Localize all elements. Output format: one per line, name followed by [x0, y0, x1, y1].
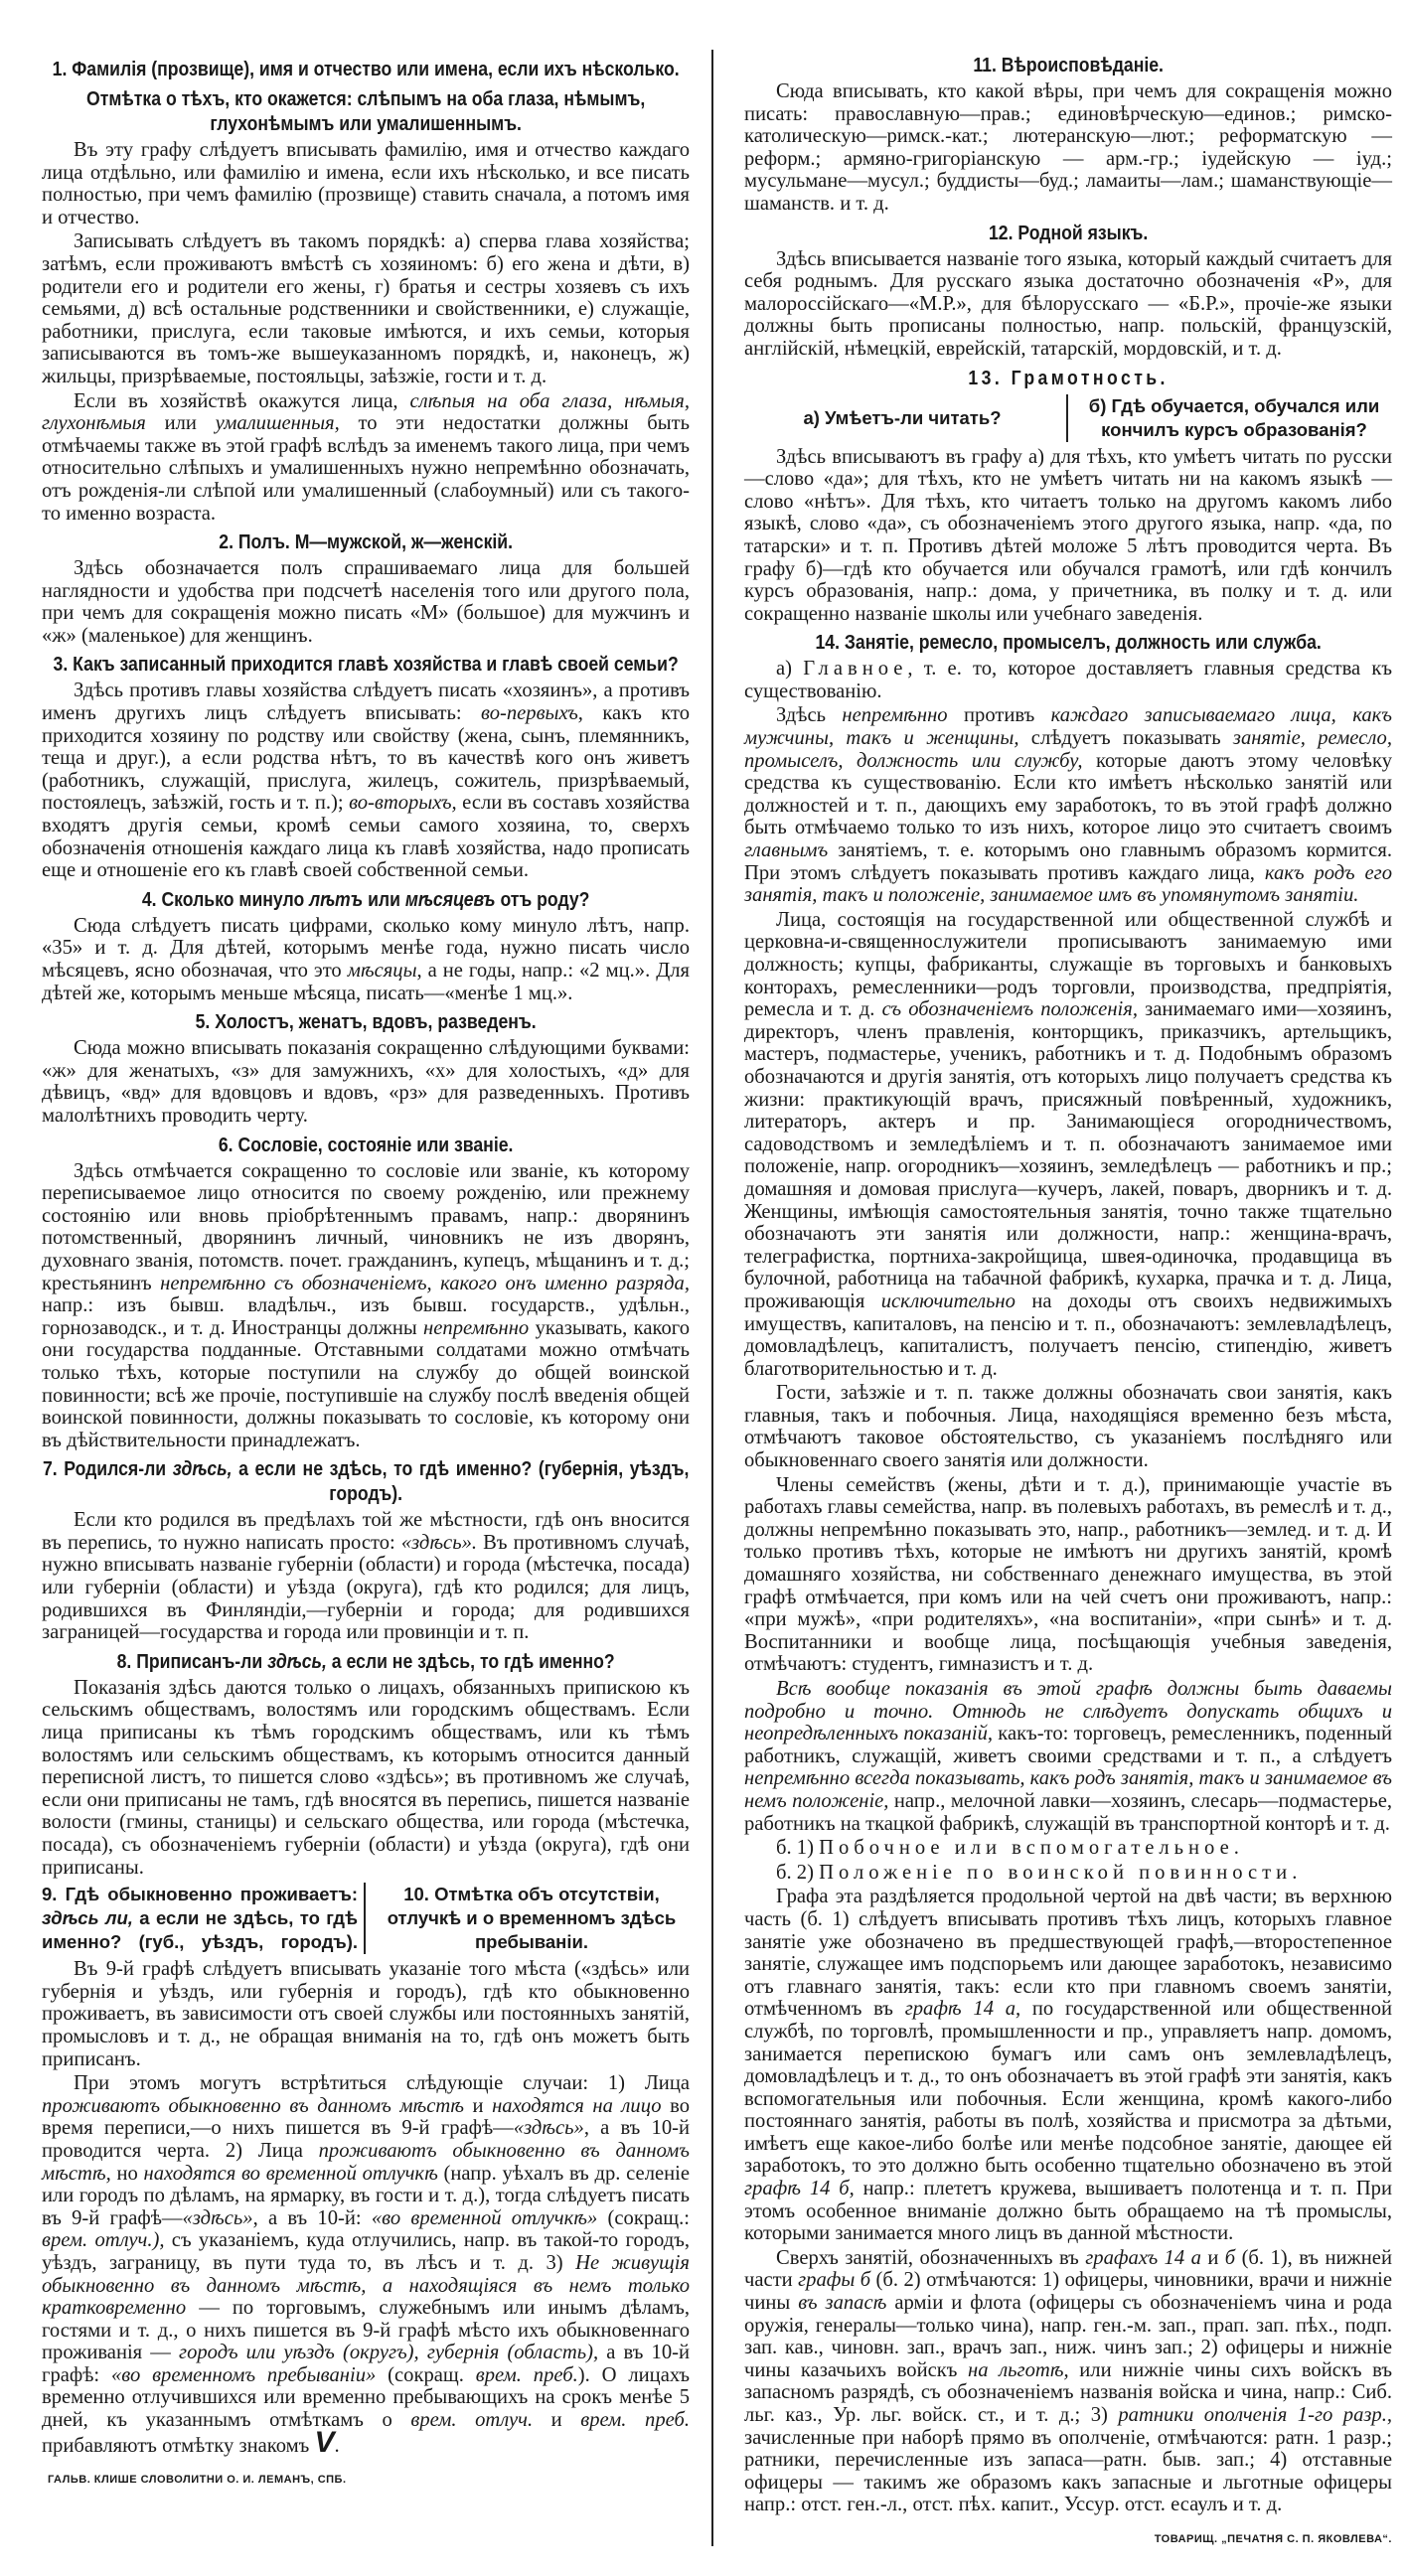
printer-credit-left: ГАЛЬВ. КЛИШЕ СЛОВОЛИТНИ О. И. ЛЕМАНЪ, СПБ.	[48, 2474, 347, 2487]
text-run: какъ-то: торговецъ, ремесленникъ, поденный работникъ, служащій, живетъ своими средствами и т. п., а слѣдуетъ	[744, 1723, 1393, 1767]
spaced-run: 13. Грамотность.	[968, 366, 1169, 389]
italic-run: непремѣнно	[842, 704, 948, 727]
italic-run: «здѣсь»	[513, 2117, 584, 2140]
split-heading	[42, 1883, 690, 1954]
italic-run: врем. преб.	[475, 2363, 578, 2386]
italic-run: непремѣнно	[423, 1316, 530, 1339]
text-run: прибавляютъ отмѣтку знакомъ	[42, 2434, 315, 2457]
text-run: Лица, состоящія на государственной или общественной службѣ и церковна-и-священнослужители прописываютъ занимаемую ими должность; купцы, фабриканты, служащіе въ торговыхъ и банковыхъ конторахъ, ремесленники—родъ торговли, производства, предпріятія, ремесла и т. д.	[744, 908, 1392, 1021]
text-run: , а не годы, напр.: «2 мц.». Для дѣтей же, которымъ меньше мѣсяца, писать—«менѣе 1 мц.».	[42, 960, 690, 1004]
text-run: Здѣсь вписываютъ въ графу а) для тѣхъ, кто умѣетъ читать по русски—слово «да»; для тѣхъ, кто не умѣетъ читать ни на какомъ языкѣ — слово «нѣтъ». Для тѣхъ, кто читаетъ только на другомъ какомъ либо языкѣ, слово «да», съ обозначеніемъ этого другого языка, напр. «да, по татарски» и т. п. Противъ дѣтей моложе 5 лѣтъ проводится черта. Въ графу б)—гдѣ кто обучается или обучался грамотѣ, или гдѣ кончилъ курсъ образованія, напр.: дома, у причетника, въ полку и т. д. или сокращенно названіе школы или учебнаго заведенія.	[744, 445, 1392, 625]
section-heading	[43, 530, 689, 554]
text-run: б. 1)	[776, 1837, 820, 1860]
italic-run: исключительно	[880, 1289, 1016, 1312]
section-heading	[745, 53, 1391, 77]
text-run: б. 2)	[776, 1861, 820, 1884]
text-run: При этомъ могутъ встрѣтиться слѣдующіе случаи: 1) Лица	[74, 2072, 690, 2095]
check-mark-symbol: V	[314, 2425, 335, 2459]
text-run: а если не здѣсь, то гдѣ именно?	[326, 1649, 615, 1673]
text-run: Если кто родился въ предѣлахъ той же мѣстности, гдѣ онъ вносится въ перепись, то нужно написать просто:	[42, 1509, 690, 1554]
text-run: Здѣсь	[776, 704, 843, 727]
italic-run: на льготѣ,	[968, 2358, 1069, 2381]
paragraph	[744, 1886, 1392, 2245]
text-run: 7. Родился-ли	[42, 1457, 173, 1481]
italic-run: ратники ополченія 1-го разр.,	[1118, 2404, 1392, 2426]
paragraph	[42, 1160, 690, 1452]
text-run: (сокращ.:	[597, 2206, 691, 2229]
italic-run: слѣпыя на оба глаза, нѣмыя, глухонѣмыя	[42, 389, 690, 435]
section-heading	[745, 221, 1391, 245]
text-run: ). О лицахъ временно отлучившихся или временно пребывающихъ на срокъ менѣе 5 дней, къ указаннымъ отмѣткамъ о	[42, 2363, 691, 2432]
italic-run: находятся во временной отлучкѣ	[143, 2162, 438, 2185]
right-column	[744, 48, 1392, 2566]
text-run: съ указаніемъ, куда отлучились, напр. въ такой-то городъ, уѣздъ, заграницу, въ пути туда то, въ лѣсъ и т. д. 3)	[42, 2229, 690, 2274]
text-run: занятіемъ, т. е. которымъ оно главнымъ образомъ кормится. При этомъ слѣдуетъ показывать противъ каждаго лица,	[744, 839, 1392, 884]
text-run: а) Умѣетъ-ли читать?	[803, 406, 1002, 428]
paragraph	[42, 915, 690, 1004]
italic-run: врем. преб.	[580, 2409, 690, 2432]
italic-run: графы б	[798, 2269, 871, 2292]
text-run: которые даютъ этому человѣку средства къ существованію. Если кто имѣетъ нѣсколько занятій или должностей и т. п., дающихъ ему заработокъ, то въ этой графѣ должно быть отмѣчаемо только то изъ нихъ, которое лицо это считаетъ своимъ	[744, 749, 1392, 839]
paragraph	[42, 390, 690, 526]
paragraph	[744, 909, 1392, 1380]
paragraph	[744, 704, 1392, 906]
text-run: Графа эта раздѣляется продольной чертой на двѣ части; въ верхнюю часть (б. 1) слѣдуетъ вписывать противъ тѣхъ лицъ, которыхъ главное занятіе уже обозначено въ предшествующей графѣ,—второстепенное занятіе, служащее имъ подспорьемъ или дающее заработокъ, независимо отъ главнаго занятія, такъ: если кто при главномъ своемъ занятіи, отмѣченномъ въ	[744, 1886, 1392, 2021]
text-run: напр.: плететъ кружева, вышиваетъ полотенца и т. п. При этомъ особенное вниманіе должно быть обращаемо на тѣ промыслы, которыми занимается много лицъ въ данной мѣстности.	[744, 2178, 1392, 2245]
text-run: (б. 1), въ нижней части	[744, 2246, 1392, 2292]
paragraph	[744, 446, 1392, 626]
italic-run: во-вторыхъ,	[349, 792, 457, 815]
italic-run: графахъ 14 а	[1085, 2246, 1201, 2269]
section-heading	[43, 652, 689, 677]
spaced-run: Положеніе по воинской повинности.	[819, 1861, 1303, 1884]
text-run: 1. Фамилія (прозвище), имя и отчество или имена, если ихъ нѣсколько.	[52, 58, 680, 80]
text-run: (сокращ.	[376, 2363, 476, 2386]
text-run: — по торговымъ, служебнымъ или инымъ дѣламъ, гостями и т. д., о нихъ пишется въ 9-й графѣ мѣсто ихъ обыкновеннаго проживанія —	[42, 2297, 690, 2364]
italic-run: каждаго записываемаго лица, какъ мужчины, такъ и женщины,	[744, 704, 1392, 750]
text-run: 12. Родной языкъ.	[988, 221, 1149, 244]
italic-run: какъ родъ его занятія, такъ и положеніе, занимаемое имъ въ упомянутомъ занятіи.	[744, 861, 1392, 907]
italic-run: лѣтъ	[308, 887, 364, 911]
text-run: Въ противномъ случаѣ, нужно вписывать названіе губерніи (области) и города (мѣстечка, посада) или губерніи (области) и уѣзда (округа), гдѣ кто родился; для лицъ, родившихся въ Финляндіи,—губерніи и города; для родившихся заграницей—государства и города или провинціи и т. п.	[42, 1531, 690, 1644]
left-column	[42, 52, 690, 2506]
text-run: Въ 9-й графѣ слѣдуетъ вписывать указаніе того мѣста («здѣсь» или губернія и уѣздъ, или губернія и городъ), гдѣ кто обыкновенно проживаетъ, въ зависимости отъ своей службы или постоянныхъ занятій, промысловъ и т. д., не обращая вниманія на то, гдѣ онъ можетъ быть приписанъ.	[42, 1958, 690, 2070]
paragraph	[42, 1677, 690, 1879]
italic-run: проживаютъ обыкновенно въ данномъ мѣстѣ	[42, 2094, 464, 2117]
section-heading	[745, 366, 1391, 390]
italic-run: умалишенныя,	[215, 412, 340, 435]
text-run: и	[533, 2409, 581, 2432]
paragraph	[744, 658, 1392, 702]
paragraph	[744, 2247, 1392, 2516]
text-run: 2. Полъ. М—мужской, ж—женскій.	[219, 530, 513, 554]
text-run: Гости, заѣзжіе и т. п. также должны обозначать свои занятія, какъ главныя, такъ и побочныя. Лица, находящіяся временно безъ мѣста, отмѣчаютъ таковое обстоятельство, съ указаніемъ послѣдняго или обыкновеннаго своего занятія или должности.	[744, 1382, 1392, 1472]
italic-run: съ обозначеніемъ положенія,	[881, 998, 1138, 1021]
italic-run: здѣсь,	[172, 1457, 233, 1481]
text-run: но	[110, 2162, 144, 2185]
text-run: 14. Занятіе, ремесло, промыселъ, должность или служба.	[815, 631, 1322, 655]
text-run: 9. Гдѣ обыкновенно проживаетъ:	[42, 1884, 358, 1905]
text-run: и	[1200, 2246, 1225, 2269]
split-heading-right	[1068, 394, 1392, 442]
italic-run: «здѣсь»	[182, 2206, 253, 2229]
text-run: Показанія здѣсь даются только о лицахъ, обязанныхъ припискою къ сельскимъ обществамъ, волостямъ или городскимъ обществамъ. Если лица приписаны къ тѣмъ городскимъ обществамъ, или къ тѣмъ волостямъ или сельскимъ обществамъ, къ которымъ относится данный переписной листъ, то пишется слово «здѣсь»; въ противномъ же случаѣ, если они приписаны не тамъ, гдѣ вносятся въ перепись, пишется названіе волости (гмины, станицы) и сельскаго общества, или города (мѣстечка, посада), съ обозначеніемъ губерніи (области) и уѣзда (округа), гдѣ они приписаны.	[42, 1676, 690, 1879]
text-run: .	[334, 2434, 340, 2457]
split-heading-left	[42, 1883, 366, 1954]
printer-credit-right: ТОВАРИЩ. „ПЕЧАТНЯ С. П. ЯКОВЛЕВА“.	[1154, 2532, 1392, 2545]
text-run: (напр. уѣхалъ въ др. селеніе или городъ по дѣламъ, на ярмарку, въ гости и т. д.), тогда слѣдуетъ писать въ 9-й графѣ—	[42, 2162, 690, 2229]
text-run: Если въ хозяйствѣ окажутся лица,	[74, 389, 410, 412]
paragraph	[42, 2072, 690, 2457]
italic-run: врем. отлуч.),	[42, 2229, 165, 2252]
text-run: и	[463, 2094, 493, 2117]
text-run: , а въ 10-й:	[252, 2206, 372, 2229]
italic-run: непремѣнно всегда показывать, какъ родъ занятія, такъ и занимаемое въ немъ положеніе,	[744, 1767, 1392, 1812]
text-run: б) Гдѣ обучается, обучался или кончилъ курсъ образованія?	[1088, 394, 1380, 440]
italic-run: занятіе, ремесло, промыселъ, должность или службу,	[744, 727, 1392, 772]
paragraph	[42, 1958, 690, 2070]
paragraph	[744, 1382, 1392, 1471]
text-run: Здѣсь обозначается полъ спрашиваемаго лица для большей наглядности и удобства при подсчетѣ населенія того или другого пола, при чемъ для сокращенія можно писать «М» (большое) для мужчинъ и «ж» (маленькое) для женщинъ.	[42, 557, 690, 647]
text-run: 8. Приписанъ-ли	[116, 1649, 267, 1673]
italic-run: Не живущія обыкновенно въ данномъ мѣстѣ, а находящіяся въ немъ только кратковременно	[42, 2251, 690, 2320]
section-heading	[43, 57, 689, 81]
text-run: 3. Какъ записанный приходится главѣ хозяйства и главѣ своей семьи?	[53, 653, 679, 677]
italic-run: врем. отлуч.	[410, 2409, 534, 2432]
italic-run: непремѣнно съ обозначеніемъ, какого онъ именно разряда,	[160, 1272, 690, 1294]
text-run: 10. Отмѣтка объ отсутствіи, отлучкѣ и о временномъ здѣсь пребываніи.	[387, 1884, 677, 1953]
text-run: или	[145, 412, 216, 435]
paragraph	[744, 248, 1392, 361]
paragraph	[42, 139, 690, 228]
italic-run: мѣсяцевъ	[404, 887, 496, 911]
text-run: а въ 10-й графѣ:	[42, 2342, 691, 2386]
italic-run: «во временной отлучкѣ»	[371, 2206, 598, 2229]
italic-run: городъ или уѣздъ (округъ), губернія (область),	[179, 2342, 599, 2364]
text-run: на доходы отъ своихъ недвижимыхъ имуществъ, капиталовъ, на пенсію и т. п., обозначаютъ: землевладѣлецъ, домовладѣлецъ, капиталистъ, получаетъ пенсію, стипендію, живетъ благотворительностью и т. д.	[744, 1289, 1392, 1380]
section-heading	[43, 887, 689, 912]
text-run: по государственной или общественной службѣ, по торговлѣ, промышленности и пр., управляетъ напр. домомъ, занимается перепискою бумагъ или самъ онъ землевладѣлецъ, домовладѣлецъ и т. д., то онъ обозначаетъ въ этой графѣ эти занятія, какъ вспомогательныя или побочныя. Если женщина, кромѣ какого-либо постояннаго занятія, работы въ полѣ, хозяйства и присмотра за дѣтьми, имѣетъ еще какое-либо болѣе или менѣе подсобное занятіе, дающее ей заработокъ, то это должно быть особенно тщательно обозначено въ этой	[744, 1998, 1393, 2178]
text-run: Сюда слѣдуетъ писать цифрами, сколько кому минуло лѣтъ, напр. «35» и т. д. Для дѣтей, которымъ менѣе года, нужно писать число мѣсяцевъ, ясно обозначая, что это	[42, 914, 690, 982]
italic-run: здѣсь ли,	[42, 1907, 133, 1929]
italic-run: «во временномъ пребываніи»	[111, 2363, 377, 2386]
split-heading-right	[366, 1883, 690, 1954]
paragraph	[744, 1474, 1392, 1676]
spaced-run: Главное	[803, 658, 908, 681]
section-heading	[43, 1456, 689, 1506]
paragraph	[42, 1037, 690, 1127]
paragraph	[42, 1509, 690, 1644]
paragraph	[42, 230, 690, 387]
text-run: арміи и флота (офицеры съ обозначеніемъ чина и рода оружія, генералы—только чина), напр. ген.-м. зап., прап. зап. пѣх., подп. зап. кав., чиновн. зап., врачъ зап., ниж. чинъ зап.; 2) офицеры и нижніе чины казачьихъ войскъ	[744, 2292, 1392, 2381]
text-run: Сюда вписывать, кто какой вѣры, при чемъ для сокращенія можно писать: православную—прав.; единовѣрческую—единов.; римско-католическую—римск.-кат.; лютеранскую—лют.; реформатскую — реформ.; армяно-григоріанскую — арм.-гр.; іудейскую — іуд.; мусульмане—мусул.; буддисты—буд.; ламаиты—лам.; шаманствующіе— шаманств. и т. д.	[744, 80, 1392, 215]
italic-run: здѣсь,	[266, 1649, 327, 1673]
text-run: 6. Сословіе, состояніе или званіе.	[218, 1133, 514, 1156]
italic-run: графѣ 14 б,	[744, 2178, 855, 2200]
text-run: Въ эту графу слѣдуетъ вписывать фамилію, имя и отчество каждаго лица отдѣльно, или фамилію и имена, если ихъ нѣсколько, и все писать полностью, при чемъ фамилію (прозвище) ставить сначала, а потомъ имя и отчество.	[42, 139, 690, 228]
text-run: слѣдуетъ показывать	[1018, 727, 1233, 750]
paragraph	[744, 1837, 1392, 1860]
italic-run: находятся на лицо	[492, 2094, 662, 2117]
text-run: Сверхъ занятій, обозначенныхъ въ	[776, 2246, 1086, 2269]
paragraph	[42, 557, 690, 647]
italic-run: графѣ 14 а,	[904, 1998, 1021, 2021]
text-run: Отмѣтка о тѣхъ, кто окажется: слѣпымъ на оба глаза, нѣмымъ, глухонѣмымъ или умалишеннымъ.	[85, 87, 646, 135]
text-run: зачисленные при наборѣ прямо въ ополченіе, отмѣчаются: ратн. 1 разр.; ратники, перечисленные изъ запаса—ратн. быв. зап.; 4) отставные офицеры — такимъ же образомъ какъ запасные и льготные офицеры напр.: отст. ген.-л., отст. пѣх. капит., Уссур. отст. есаулъ и т. д.	[744, 2426, 1392, 2516]
section-heading	[43, 86, 689, 136]
italic-run: мѣсяцы	[347, 960, 417, 982]
split-heading-left	[744, 394, 1068, 442]
italic-run: главнымъ	[744, 839, 829, 862]
text-run: 5. Холостъ, женатъ, вдовъ, разведенъ.	[195, 1010, 537, 1034]
section-heading	[745, 630, 1391, 655]
spaced-run: Побочное или вспомогательное.	[819, 1837, 1244, 1860]
italic-run: проживаютъ обыкновенно въ данномъ мѣстѣ,	[42, 2139, 690, 2185]
paragraph	[744, 80, 1392, 216]
text-run: а если не здѣсь, то гдѣ именно? (губ., уѣздъ, городъ).	[42, 1907, 358, 1953]
text-run: Здѣсь противъ главы хозяйства слѣдуетъ писать «хозяинъ», а противъ именъ другихъ лицъ слѣдуетъ вписывать:	[42, 680, 690, 725]
section-heading	[43, 1009, 689, 1034]
text-run: Записывать слѣдуетъ въ такомъ порядкѣ: а) сперва глава хозяйства; затѣмъ, если проживаютъ вмѣстѣ съ хозяиномъ: б) его жена и дѣти, в) родители его и родители его жены, г) братья и сестры хозяевъ съ ихъ семьями, д) всѣ остальные родственники и свойственники, е) служащіе, работники, прислуга, если таковые имѣются, и ихъ семьи, которыя записываются въ томъ-же вышеуказанномъ порядкѣ, и, наконецъ, ж) жильцы, призрѣваемые, постояльцы, заѣзжіе, гости и т. д.	[42, 230, 690, 387]
column-divider	[711, 50, 713, 2546]
text-run: Члены семействъ (жены, дѣти и т. д.), принимающіе участіе въ работахъ главы семейства, напр. въ полевыхъ работахъ, въ ремеслѣ и т. д., должны непремѣнно показывать это, напр., работникъ—землед. и т. д. И только противъ тѣхъ, которые не имѣютъ ни другихъ занятій, кромѣ домашняго хозяйства, ни собственнаго денежнаго имущества, въ этой графѣ отмѣчается, при комъ или на чей счетъ они проживаютъ, напр.: «при мужѣ», «при родителяхъ», «на воспитаніи», «при сынѣ» и т. д. Воспитанники и вообще лица, посѣщающія учебныя заведенія, отмѣчаютъ: студентъ, гимназистъ и т. д.	[744, 1473, 1392, 1676]
italic-run: во-первыхъ,	[481, 702, 583, 725]
text-run: а если не здѣсь, то гдѣ именно? (губернія, уѣздъ, городъ).	[232, 1457, 690, 1506]
italic-run: «здѣсь».	[400, 1531, 478, 1554]
text-run: напр., мелочной лавки—хозяинъ, слесарь—подмастерье, работникъ на ткацкой фабрикѣ, служащій въ транспортной конторѣ и т. д.	[744, 1789, 1393, 1835]
text-run: а)	[776, 658, 804, 681]
text-run: указывать, какого они государства подданные. Отставными солдатами можно отмѣчать только тѣхъ, которые поступили на службу до общей воинской повинности; всѣ же прочіе, поступившіе на службу послѣ введенія общей воинской повинности, должны показывать то сословіе, къ которому они въ дѣйствительности принадлежатъ.	[42, 1316, 690, 1451]
section-heading	[43, 1649, 689, 1674]
paragraph	[744, 1862, 1392, 1885]
text-run: какъ кто приходится хозяину по родству или свойству (жена, сынъ, племянникъ, теща и друг.), а если родства нѣтъ, то въ качествѣ кого онъ живетъ (работникъ, служащій, прислуга, жилецъ, сожитель, призрѣваемый, постоялецъ, заѣзжій, гость и т. п.);	[42, 702, 691, 815]
text-run: Здѣсь отмѣчается сокращенно то сословіе или званіе, къ которому переписываемое лицо относится по своему рожденію, или прежнему состоянію или вновь пріобрѣтеннымъ правамъ, напр.: дворянинъ потомственный, дворянинъ личный, чиновникъ не изъ дворянъ, духовнаго званія, потомств. почет. гражданинъ, купецъ, мѣщанинъ и т. д.; крестьянинъ	[42, 1159, 690, 1294]
text-run: во время переписи,—о нихъ пишется въ 9-й графѣ—	[42, 2094, 690, 2140]
text-run: 4. Сколько минуло	[141, 887, 309, 911]
paragraph	[42, 680, 690, 881]
text-run: , т. е. то, которое доставляетъ главныя средства къ существованію.	[744, 658, 1393, 702]
text-run: занимаемаго ими—хозяинъ, директоръ, членъ правленія, конторщикъ, приказчикъ, артельщикъ, мастеръ, подмастерье, ученикъ, работникъ и т. д. Подобнымъ образомъ обозначаются и другія занятія, отъ которыхъ лицо получаетъ средства къ жизни: практикующій врачъ, присяжный повѣренный, художникъ, литераторъ, актеръ и пр. Занимающіеся огородничествомъ, садоводствомъ и земледѣліемъ и т. п. обозначаютъ занимаемое ими положеніе, напр. огородникъ—хозяинъ, земледѣлецъ — работникъ и пр.; домашняя и домовая прислуга—кучеръ, лакей, поваръ, дворникъ и т. д. Женщины, имѣющія самостоятельныя занятія, точно также тщательно обозначаютъ эти занятія или должности, напр.: женщина-врачъ, телеграфистка, портниха-закройщица, швея-одиночка, продавщица въ булочной, работница на табачной фабрикѣ, кухарка, прачка и т. д. Лица, проживающія	[744, 998, 1392, 1312]
text-run: если въ составъ хозяйства входятъ другія семьи, кромѣ семьи самого хозяина, то, сверхъ обозначенія отношенія каждаго лица къ главѣ хозяйства, надо прописать еще и отношеніе его къ главѣ своей собственной семьи.	[42, 792, 691, 882]
italic-run: Всѣ вообще показанія въ этой графѣ должны быть даваемы подробно и точно. Отнюдь не слѣдуетъ допускать общихъ и неопредѣленныхъ показаній,	[744, 1678, 1392, 1745]
text-run: Сюда можно вписывать показанія сокращенно слѣдующими буквами: «ж» для женатыхъ, «з» для замужнихъ, «х» для холостыхъ, «д» для дѣвицъ, «вд» для вдовцовъ и вдовъ, «рз» для разведенныхъ. Противъ малолѣтнихъ проводить черту.	[42, 1037, 690, 1127]
italic-run: б	[1224, 2246, 1236, 2269]
text-run: напр.: изъ бывш. владѣльч., изъ бывш. государств., удѣльн., горнозаводск., и т. д. Иностранцы должны	[42, 1294, 690, 1339]
text-run: Здѣсь вписывается названіе того языка, который каждый считаетъ для себя роднымъ. Для русскаго языка достаточно обозначенія «Р», для малороссійскаго—«М.Р.», для бѣлорусскаго — «Б.Р.», прочіе-же языки должны быть прописаны полностью, напр. польскій, французскій, англійскій, нѣмецкій, еврейскій, татарскій, мордовскій, и т. д.	[744, 247, 1392, 360]
text-run: или	[363, 887, 405, 911]
text-run: противъ	[947, 704, 1051, 727]
text-run: (б. 2) отмѣчаются: 1) офицеры, чиновники, врачи и нижніе чины	[744, 2269, 1392, 2315]
text-run: отъ роду?	[495, 887, 590, 911]
paragraph	[744, 1678, 1392, 1835]
text-run: то эти недостатки должны быть отмѣчаемы также въ этой графѣ вслѣдъ за именемъ такого лица, при чемъ относительно слѣпыхъ и умалишенныхъ нужно непремѣнно обозначать, отъ рожденія-ли слѣпой или умалишенный (слабоумный) или съ такого-то именно возраста.	[42, 412, 690, 525]
split-heading	[744, 394, 1392, 442]
text-run: , а въ 10-й проводится черта. 2) Лица	[42, 2117, 690, 2162]
text-run: 11. Вѣроисповѣданіе.	[973, 54, 1164, 76]
text-run: или нижніе чины сихъ войскъ въ запасномъ разрядѣ, съ обозначеніемъ названія войска и чина, напр.: Сиб. льг. каз., Ур. льг. войск. ст., и т. д.; 3)	[744, 2358, 1393, 2426]
section-heading	[43, 1133, 689, 1157]
italic-run: въ запасѣ	[798, 2292, 887, 2315]
